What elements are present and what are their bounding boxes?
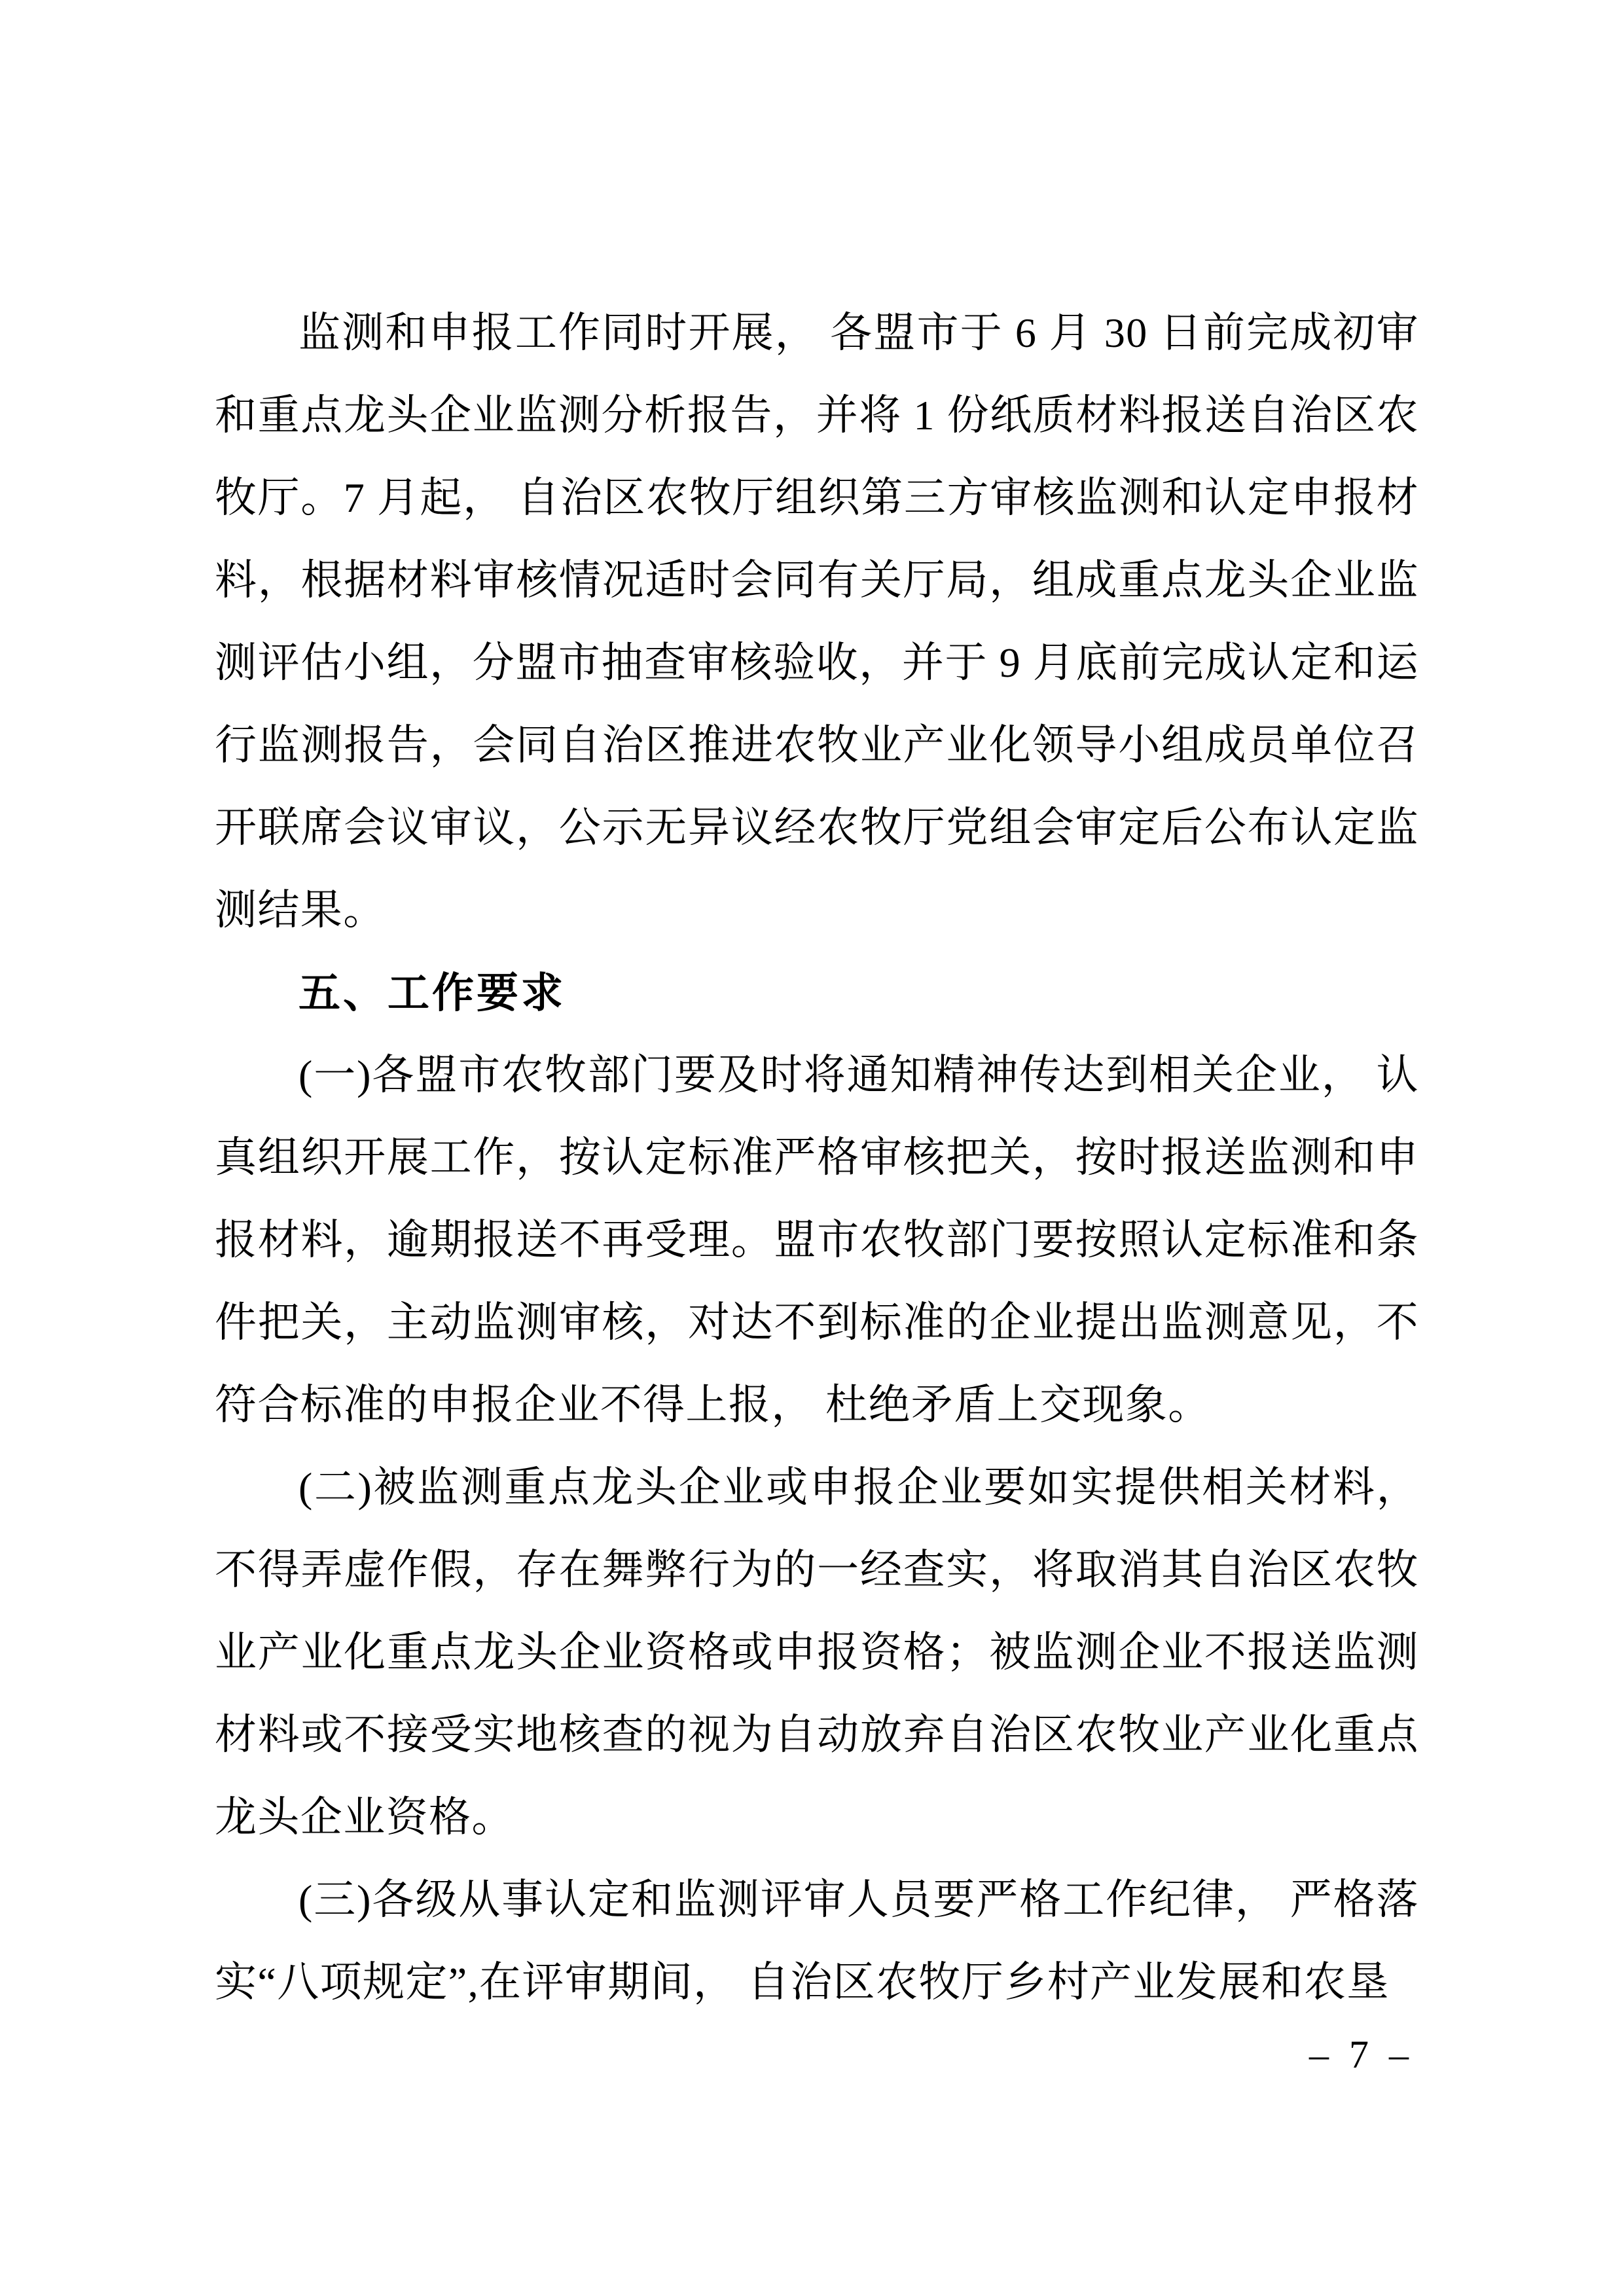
paragraph-monitoring-schedule: 监测和申报工作同时开展， 各盟市于 6 月 30 日前完成初审和重点龙头企业监测分析报告，并将 1 份纸质材料报送自治区农牧厅。7 月起， 自治区农牧厅组织第三方审核监测和认定申报材料，根据材料审核情况适时会同有关厅局，组成重点龙头企业监测评估小组，分盟市抽查审核验收，并于 9 月底前完成认定和运行监测报告，会同自治区推进农牧业产业化领导小组成员单位召开联席会议审议，公示无异议经农牧厅党组会审定后公布认定监测结果。 (215, 310, 1419, 933)
page-number: – 7 – (1309, 2033, 1414, 2076)
paragraph-item-2: (二)被监测重点龙头企业或申报企业要如实提供相关材料，不得弄虚作假，存在舞弊行为的一经查实，将取消其自治区农牧业产业化重点龙头企业资格或申报资格；被监测企业不报送监测材料或不接受实地核查的视为自动放弃自治区农牧业产业化重点龙头企业资格。 (215, 1464, 1419, 1840)
section-heading-work-requirements: 五、工作要求 (298, 969, 566, 1016)
paragraph-item-1: (一)各盟市农牧部门要及时将通知精神传达到相关企业， 认真组织开展工作，按认定标准严格审核把关，按时报送监测和申报材料，逾期报送不再受理。盟市农牧部门要按照认定标准和条件把关，主动监测审核，对达不到标准的企业提出监测意见，不符合标准的申报企业不得上报， 杜绝矛盾上交现象。 (215, 1052, 1419, 1428)
document-body (215, 292, 1419, 2024)
paragraph-item-3: (三)各级从事认定和监测评审人员要严格工作纪律， 严格落实“八项规定”,在评审期间， 自治区农牧厅乡村产业发展和农垦 (215, 1876, 1419, 2005)
